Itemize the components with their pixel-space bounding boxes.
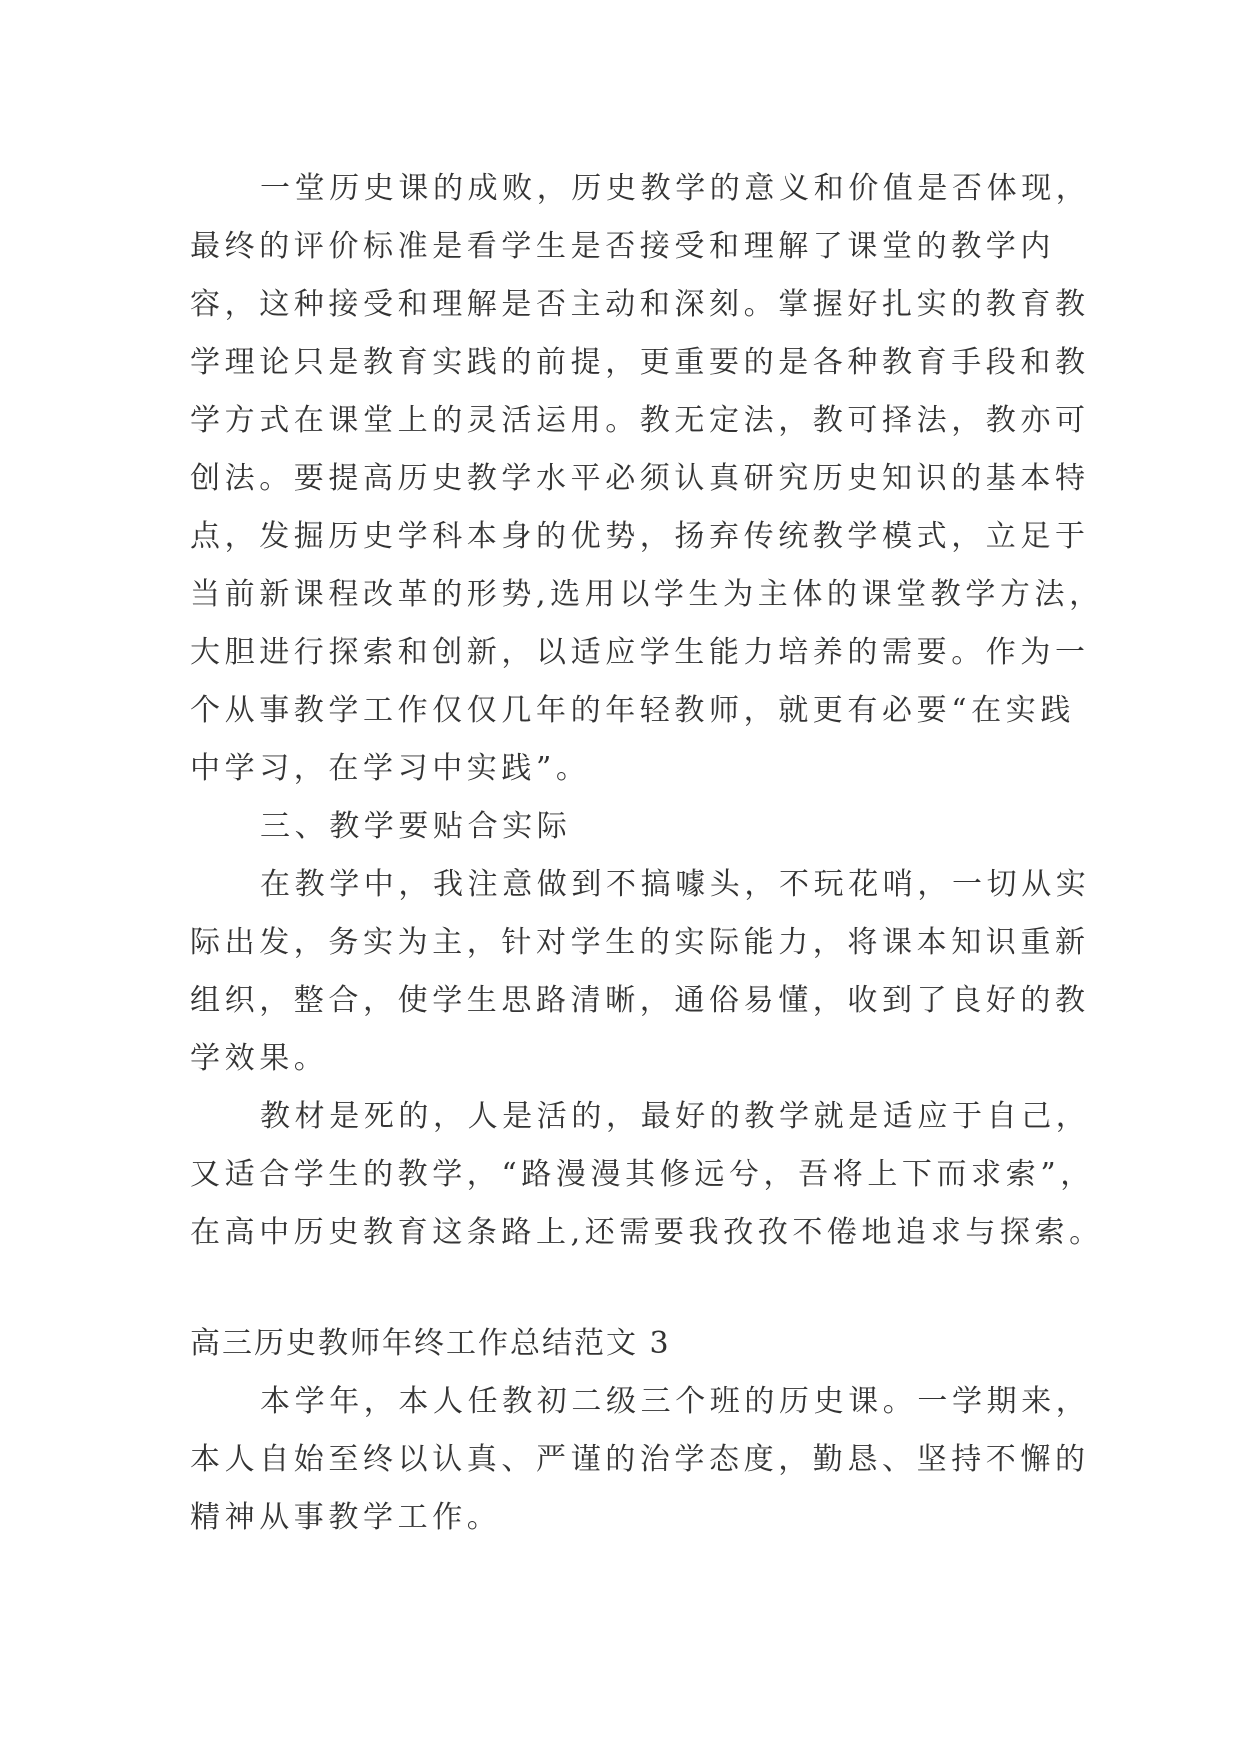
text-line: 精神从事教学工作。	[190, 1500, 502, 1535]
text-line: 教材是死的，人是活的，最好的教学就是适应于自己，	[260, 1099, 1091, 1134]
section-title: 高三历史教师年终工作总结范文 3	[190, 1326, 671, 1361]
text-line: 容，这种接受和理解是否主动和深刻。掌握好扎实的教育教	[190, 287, 1090, 322]
paragraph-teaching-evaluation	[190, 160, 1104, 798]
text-line: 际出发，务实为主，针对学生的实际能力，将课本知识重新	[190, 925, 1090, 960]
text-line: 学理论只是教育实践的前提，更重要的是各种教育手段和教	[190, 345, 1090, 380]
text-line: 在高中历史教育这条路上,还需要我孜孜不倦地追求与探索。	[190, 1215, 1104, 1250]
text-line: 一堂历史课的成败，历史教学的意义和价值是否体现，	[260, 171, 1091, 206]
text-line: 又适合学生的教学，“路漫漫其修远兮，吾将上下而求索”，	[190, 1157, 1095, 1192]
text-line: 本学年，本人任教初二级三个班的历史课。一学期来，	[260, 1384, 1091, 1419]
text-line: 学方式在课堂上的灵活运用。教无定法，教可择法，教亦可	[190, 403, 1090, 438]
text-line: 本人自始至终以认真、严谨的治学态度，勤恳、坚持不懈的	[190, 1442, 1090, 1477]
subheading: 三、教学要贴合实际	[260, 809, 572, 844]
text-line: 中学习，在学习中实践”。	[190, 751, 591, 786]
text-line: 组织，整合，使学生思路清晰，通俗易懂，收到了良好的教	[190, 983, 1090, 1018]
paragraph-practical-teaching	[190, 856, 1091, 1088]
paragraph-conclusion	[190, 1088, 1104, 1262]
text-line: 学效果。	[190, 1041, 329, 1076]
text-line: 在教学中，我注意做到不搞噱头，不玩花哨，一切从实	[260, 867, 1091, 902]
text-line: 大胆进行探索和创新，以适应学生能力培养的需要。作为一	[190, 635, 1090, 670]
document-body	[190, 160, 1104, 1547]
text-line: 点，发掘历史学科本身的优势，扬弃传统教学模式，立足于	[190, 519, 1090, 554]
paragraph-intro-summary-3	[190, 1373, 1091, 1547]
text-line: 创法。要提高历史教学水平必须认真研究历史知识的基本特	[190, 461, 1090, 496]
text-line: 个从事教学工作仅仅几年的年轻教师，就更有必要“在实践	[190, 693, 1075, 728]
text-line: 当前新课程改革的形势,选用以学生为主体的课堂教学方法，	[190, 577, 1104, 612]
text-line: 最终的评价标准是看学生是否接受和理解了课堂的教学内	[190, 229, 1055, 264]
